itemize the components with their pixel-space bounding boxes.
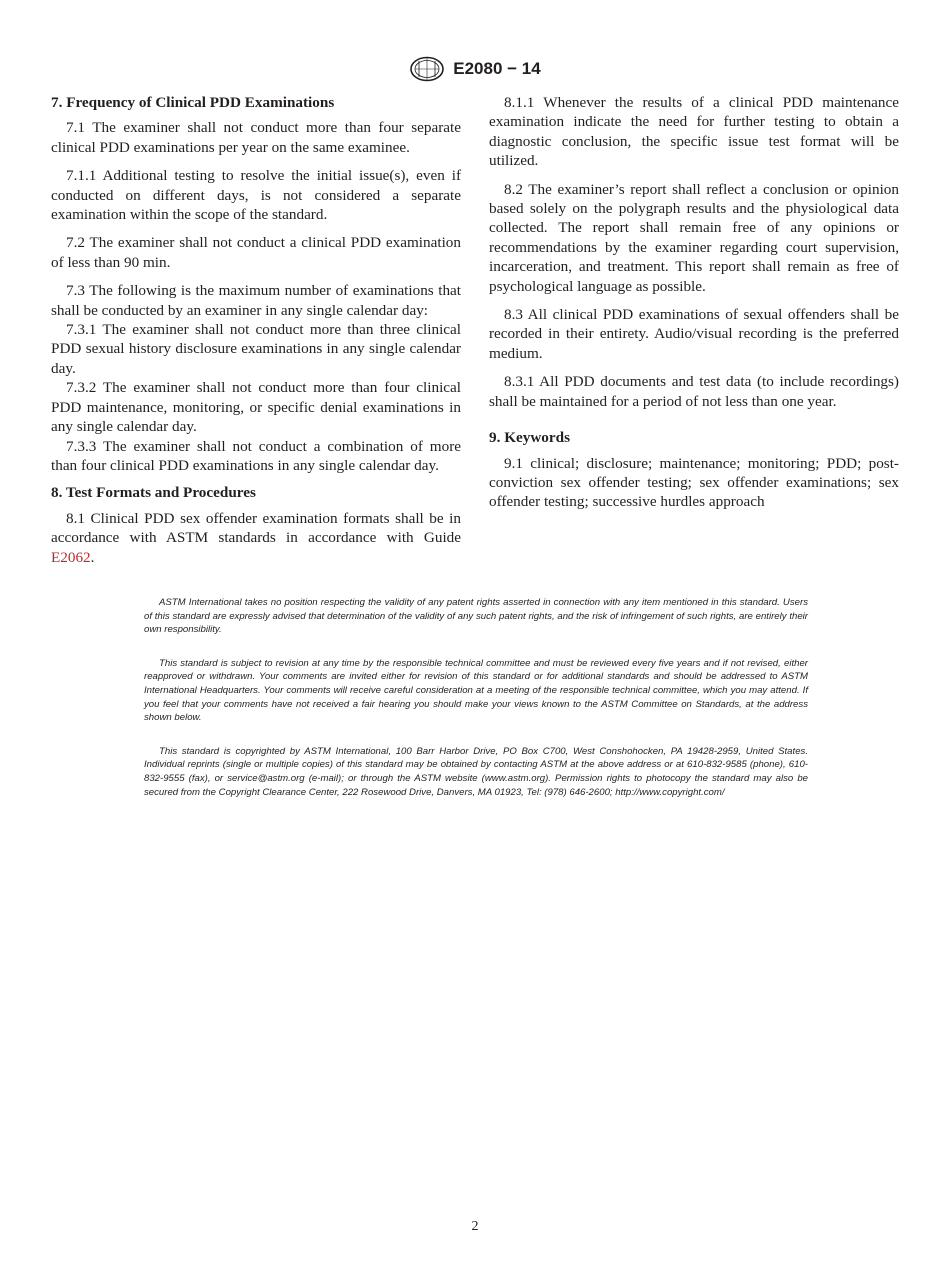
section-8-heading: 8. Test Formats and Procedures	[51, 484, 256, 502]
paragraph-9-1: 9.1 clinical; disclosure; maintenance; monitoring; PDD; post-conviction sex offender testing; sex offender examinations; sex offender testing; successive hurdles approach	[489, 454, 899, 511]
paragraph-8-2: 8.2 The examiner’s report shall reflect a conclusion or opinion based solely on the polygraph results and the physiological data collected. The report shall remain free of any opinions or recommendations by the examiner regarding court supervision, incarceration, and treatment. This report shall remain as free of psychological language as possible.	[489, 180, 899, 295]
paragraph-7-1: 7.1 The examiner shall not conduct more than four separate clinical PDD examinations per year on the same examinee.	[51, 119, 461, 156]
guide-e2062-link[interactable]: E2062	[51, 548, 91, 566]
paragraph-7-2: 7.2 The examiner shall not conduct a clinical PDD examination of less than 90 min.	[51, 234, 461, 271]
paragraph-7-3-3: 7.3.3 The examiner shall not conduct a combination of more than four clinical PDD examinations in any single calendar day.	[51, 437, 461, 474]
paragraph-8-1-end: .	[90, 548, 95, 566]
right-column	[489, 93, 899, 521]
page-header	[0, 56, 950, 82]
revision-notice: This standard is subject to revision at any time by the responsible technical committee and must be reviewed every five years and if not revised, either reapproved or withdrawn. Your comments are invited either for revision of this standard or for additional standards and should be addressed to ASTM International Headquarters. Your comments will receive careful consideration at a meeting of the responsible technical committee, which you may attend. If you feel that your comments have not received a fair hearing you should make your views known to the ASTM Committee on Standards, at the address shown below.	[144, 657, 808, 724]
paragraph-7-3-1: 7.3.1 The examiner shall not conduct more than three clinical PDD sexual history disclosure examinations in any single calendar day.	[51, 321, 461, 377]
section-9-heading: 9. Keywords	[489, 429, 570, 447]
copyright-notice: This standard is copyrighted by ASTM International, 100 Barr Harbor Drive, PO Box C700, West Conshohocken, PA 19428-2959, United States. Individual reprints (single or multiple copies) of this standard may be obtained by contacting ASTM at the above address or at 610-832-9585 (phone), 610-832-9555 (fax), or service@astm.org (e-mail); or through the ASTM website (www.astm.org). Permission rights to photocopy the standard may also be secured from the Copyright Clearance Center, 222 Rosewood Drive, Danvers, MA 01923, Tel: (978) 646-2600; http://www.copyright.com/	[144, 745, 808, 798]
paragraph-8-1-1: 8.1.1 Whenever the results of a clinical PDD maintenance examination indicate the need for further testing to obtain a diagnostic conclusion, the specific issue test format will be utilized.	[489, 94, 899, 170]
legal-notices	[144, 596, 808, 819]
paragraph-7-3-2: 7.3.2 The examiner shall not conduct more than four clinical PDD maintenance, monitoring, or specific denial examinations in any single calendar day.	[51, 379, 461, 436]
paragraph-8-1	[51, 509, 461, 567]
document-id: E2080 − 14	[453, 59, 541, 78]
left-column	[51, 93, 461, 567]
paragraph-7-1-1: 7.1.1 Additional testing to resolve the initial issue(s), even if conducted on different days, is not considered a separate examination within the scope of the standard.	[51, 167, 461, 224]
page-number: 2	[471, 1219, 479, 1234]
paragraph-7-3: 7.3 The following is the maximum number of examinations that shall be conducted by an examiner in any single calendar day:	[51, 282, 461, 319]
paragraph-8-1-text: 8.1 Clinical PDD sex offender examination formats shall be in accordance with ASTM standards in accordance with Guide	[51, 509, 461, 547]
astm-logo-icon	[409, 56, 445, 82]
section-7-heading: 7. Frequency of Clinical PDD Examinations	[51, 94, 335, 111]
paragraph-8-3: 8.3 All clinical PDD examinations of sexual offenders shall be recorded in their entirety. Audio/visual recording is the preferred medium.	[489, 306, 899, 362]
patent-notice: ASTM International takes no position respecting the validity of any patent rights asserted in connection with any item mentioned in this standard. Users of this standard are expressly advised that determination of the validity of any such patent rights, and the risk of infringement of such rights, are entirely their own responsibility.	[144, 597, 808, 636]
paragraph-8-3-1: 8.3.1 All PDD documents and test data (to include recordings) shall be maintained for a period of not less than one year.	[489, 373, 899, 410]
